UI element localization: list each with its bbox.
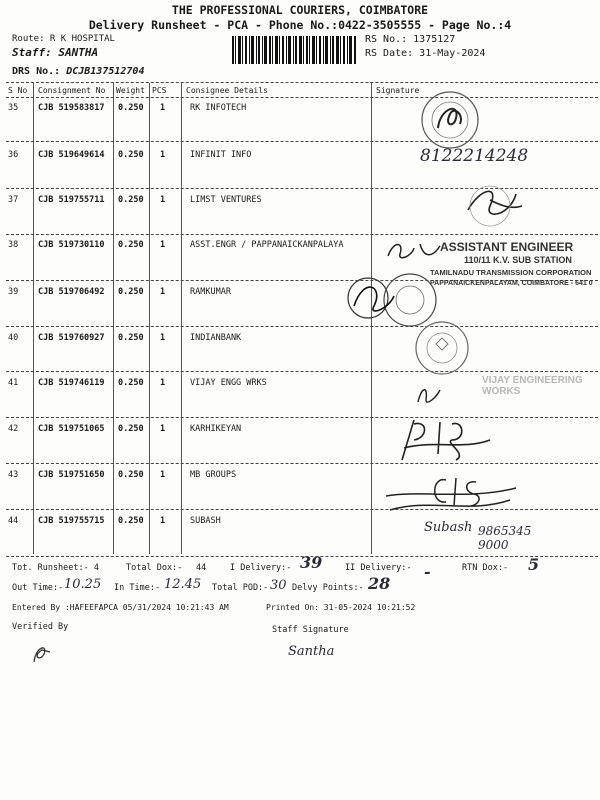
row-weight: 0.250 [118,240,144,250]
row-pcs: 1 [160,150,166,160]
row-consignment: CJB 519751650 [38,470,105,480]
row-consignee: RAMKUMAR [190,287,231,297]
table-row [0,333,600,379]
row-consignee: VIJAY ENGG WRKS [190,378,267,388]
row-weight: 0.250 [118,103,144,113]
row-rule [6,326,598,327]
row-pcs: 1 [160,378,166,388]
row-consignment: CJB 519730110 [38,240,105,250]
row-consignment: CJB 519751065 [38,424,105,434]
row-pcs: 1 [160,287,166,297]
row-consignment: CJB 519755711 [38,195,105,205]
row-weight: 0.250 [118,195,144,205]
rs-date: RS Date: 31-May-2024 [365,48,486,59]
row-sno: 36 [8,150,19,160]
out-time-label: Out Time:- [12,583,64,593]
verified-by-label: Verified By [12,622,69,632]
row-pcs: 1 [160,424,166,434]
route-label: Route: R K HOSPITAL [12,34,115,44]
row-pcs: 1 [160,333,166,343]
row-weight: 0.250 [118,333,144,343]
ii-delivery-value: - [424,562,431,581]
total-dox-label: Total Dox:- [126,563,183,573]
table-row [0,103,600,149]
row-consignment: CJB 519706492 [38,287,105,297]
rs-number: RS No.: 1375127 [365,34,456,45]
total-pod-label: Total POD:- [212,583,269,593]
table-top-rule [6,82,598,83]
col-consignment: Consignment No [38,86,106,95]
verified-by-signature [28,640,54,664]
row-weight: 0.250 [118,150,144,160]
company-title: THE PROFESSIONAL COURIERS, COIMBATORE [171,3,429,17]
row-weight: 0.250 [118,287,144,297]
row-rule [6,417,598,418]
row-rule [6,371,598,372]
staff-label: Staff: SANTHA [12,46,99,59]
rk-infotech-stamp [410,88,490,152]
col-signature: Signature [376,86,420,95]
stamp-title: ASSISTANT ENGINEER [440,240,574,254]
row-consignee: INFINIT INFO [190,150,252,160]
karhikeyan-signature [394,410,494,470]
col-pcs: PCS [152,86,167,95]
row-pcs: 1 [160,470,166,480]
vijay-signature [414,382,444,408]
rtn-dox-value: 5 [528,555,540,574]
rtn-dox-label: RTN Dox:- [462,563,509,573]
drs-label: DRS No.: [12,66,61,77]
ii-delivery-label: II Delivery:- [345,563,412,573]
row-consignment: CJB 519746119 [38,378,105,388]
drs-number [12,66,144,77]
subash-phone: 9865345 9000 [478,524,532,552]
stamp-line2: 110/11 K.V. SUB STATION [464,255,572,265]
row-sno: 43 [8,470,19,480]
out-time-value: 10.25 [64,577,102,592]
limst-signature [460,180,530,228]
row-weight: 0.250 [118,424,144,434]
drs-value: DCJB137512704 [66,66,145,77]
row-consignment: CJB 519760927 [38,333,105,343]
asst-engr-initials [384,236,444,266]
i-delivery-value: 39 [300,553,323,572]
row-weight: 0.250 [118,470,144,480]
indianbank-stamp [412,318,472,378]
row-consignee: INDIANBANK [190,333,242,343]
delvy-points-value: 28 [368,574,391,593]
total-dox-value: 44 [196,563,207,573]
row-consignment: CJB 519755715 [38,516,105,526]
col-sno: S No [8,86,28,95]
staff-signature: Santha [288,644,335,659]
printed-on: Printed On: 31-05-2024 10:21:52 [266,603,416,612]
col-weight: Weight [116,86,145,95]
in-time-label: In Time:- [114,583,161,593]
barcode [232,36,357,64]
row-sno: 42 [8,424,19,434]
row-sno: 38 [8,240,19,250]
i-delivery-label: I Delivery:- [230,563,292,573]
row-rule [6,141,598,142]
row-consignee: RK INFOTECH [190,103,247,113]
total-pod-value: 30 [270,578,287,593]
subash-signature: Subash [424,520,473,535]
row-sno: 44 [8,516,19,526]
row-consignee: MB GROUPS [190,470,237,480]
row-sno: 37 [8,195,19,205]
header-rule [6,97,598,98]
row-sno: 39 [8,287,19,297]
delvy-points-label: Delvy Points:- [292,583,364,593]
row-consignment: CJB 519583817 [38,103,105,113]
row-sno: 41 [8,378,19,388]
runsheet-subtitle: Delivery Runsheet - PCA - Phone No.:0422-3505555 - Page No.:4 [88,18,512,32]
row-consignee: LIMST VENTURES [190,195,262,205]
row-pcs: 1 [160,240,166,250]
row-consignee: SUBASH [190,516,221,526]
col-consignee: Consignee Details [186,86,268,95]
vijay-engg-stamp: VIJAY ENGINEERING WORKS [482,375,583,397]
stamp-line4: PAPPANAICKENPALAYAM, COIMBATORE - 641 0 [430,280,593,287]
row-rule [6,234,598,235]
row-consignment: CJB 519649614 [38,150,105,160]
in-time-value: 12.45 [164,577,202,592]
mb-groups-signature [380,470,520,520]
row-rule [6,463,598,464]
signature-phone-36: 8122214248 [420,146,529,166]
row-sno: 35 [8,103,19,113]
row-pcs: 1 [160,103,166,113]
stamp-line3: TAMILNADU TRANSMISSION CORPORATION [430,268,592,277]
staff-signature-label: Staff Signature [272,625,349,635]
entered-by: Entered By :HAFEEFAPCA 05/31/2024 10:21:43 AM [12,603,229,612]
row-pcs: 1 [160,516,166,526]
row-pcs: 1 [160,195,166,205]
row-weight: 0.250 [118,378,144,388]
row-sno: 40 [8,333,19,343]
row-consignee: ASST.ENGR / PAPPANAICKANPALAYA [190,240,344,250]
tot-runsheet: Tot. Runsheet:- 4 [12,563,99,573]
row-weight: 0.250 [118,516,144,526]
row-consignee: KARHIKEYAN [190,424,242,434]
